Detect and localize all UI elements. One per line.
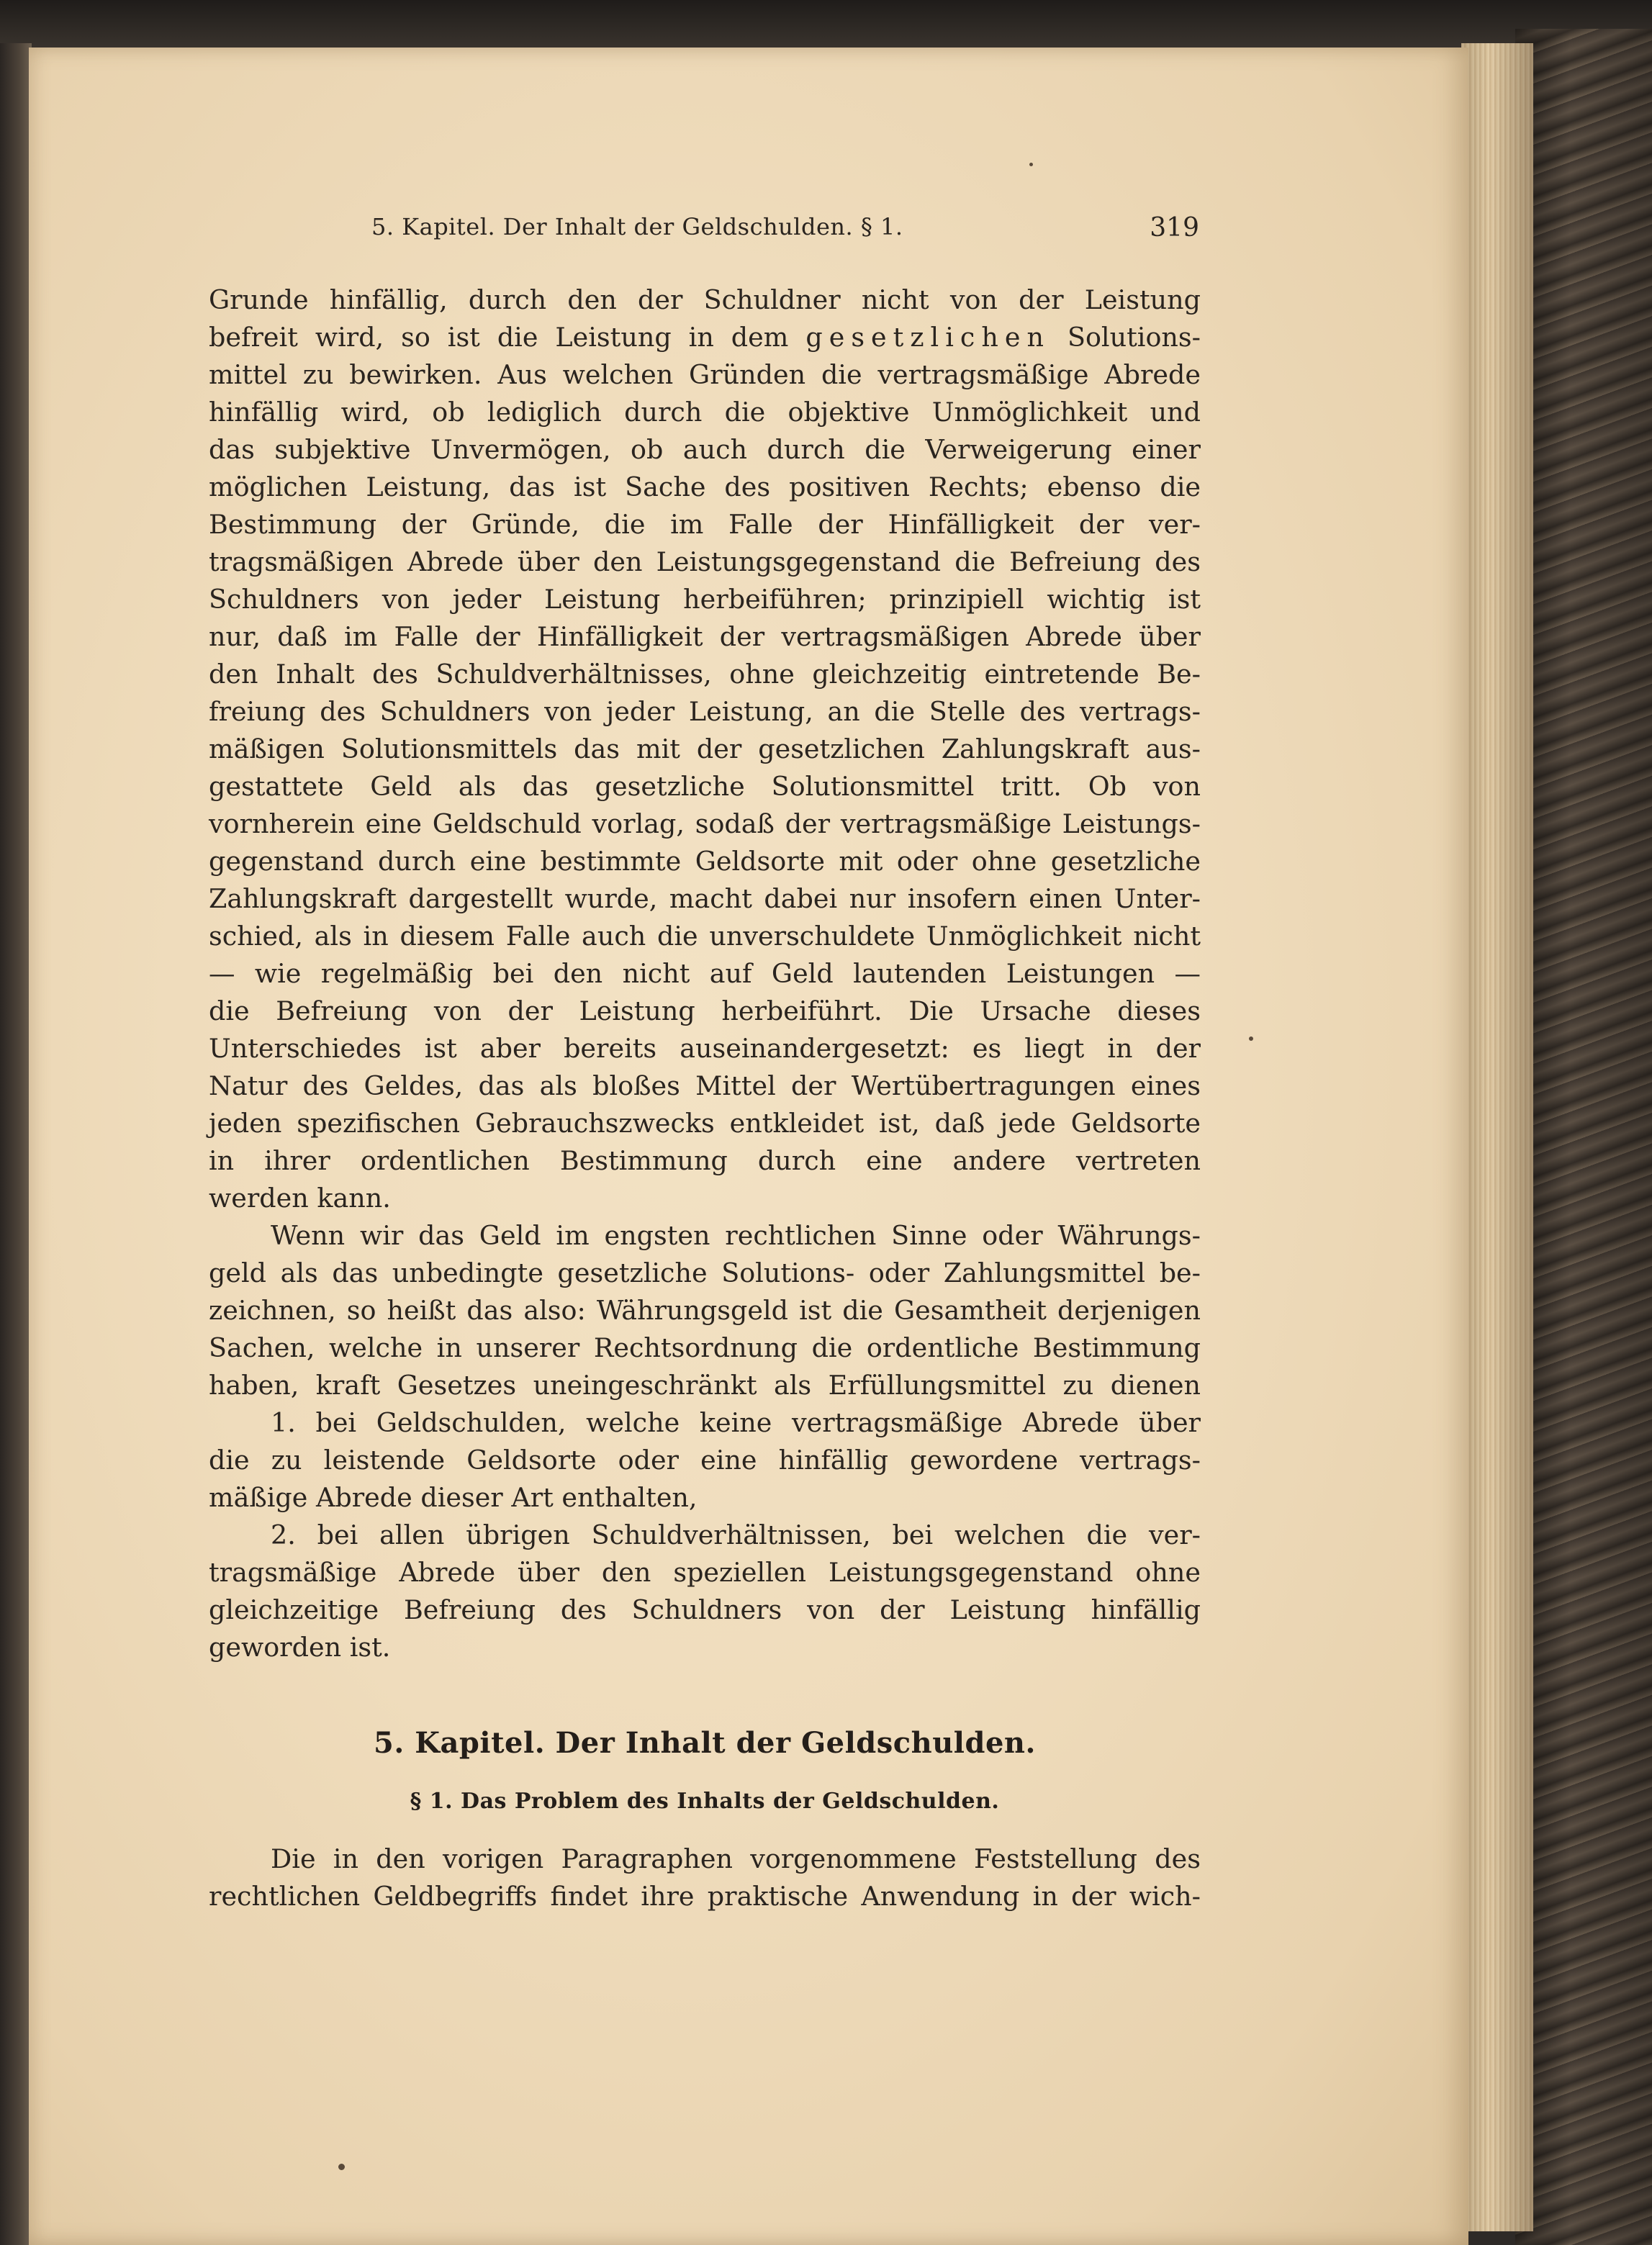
list-item-line: 1. bei Geldschulden, welche keine vertragsmäßige Abrede über bbox=[271, 1407, 1201, 1438]
left-cover-edge bbox=[0, 43, 32, 2245]
section-heading: § 1. Das Problem des Inhalts der Geldschulden. bbox=[410, 1789, 1000, 1814]
body-line: Sachen, welche in unserer Rechtsordnung die ordentliche Bestimmung bbox=[209, 1332, 1201, 1363]
paper-speck bbox=[338, 2164, 345, 2170]
body-line: Zahlungskraft dargestellt wurde, macht dabei nur insofern einen Unter- bbox=[209, 883, 1201, 914]
body-line: mäßigen Solutionsmittels das mit der gesetzlichen Zahlungskraft aus- bbox=[209, 733, 1201, 764]
list-item-line: tragsmäßige Abrede über den speziellen Leistungsgegenstand ohne bbox=[209, 1557, 1201, 1588]
body-line: freiung des Schuldners von jeder Leistung, an die Stelle des vertrags- bbox=[209, 696, 1201, 727]
body-line: Grunde hinfällig, durch den der Schuldner nicht von der Leistung bbox=[209, 284, 1201, 315]
body-line: in ihrer ordentlichen Bestimmung durch eine andere vertreten bbox=[209, 1145, 1201, 1176]
list-item-line: die zu leistende Geldsorte oder eine hinfällig gewordene vertrags- bbox=[209, 1445, 1201, 1476]
body-line: möglichen Leistung, das ist Sache des positiven Rechts; ebenso die bbox=[209, 471, 1201, 502]
body-line: Natur des Geldes, das als bloßes Mittel der Wertübertragungen eines bbox=[209, 1070, 1201, 1101]
cover-shadow bbox=[1515, 29, 1652, 2245]
body-line: werden kann. bbox=[209, 1183, 391, 1214]
body-line: mittel zu bewirken. Aus welchen Gründen die vertragsmäßige Abrede bbox=[209, 359, 1201, 390]
running-head bbox=[371, 213, 1199, 249]
body-line: vornherein eine Geldschuld vorlag, sodaß der vertragsmäßige Leistungs- bbox=[209, 808, 1201, 839]
body-line: gegenstand durch eine bestimmte Geldsorte mit oder ohne gesetzliche bbox=[209, 846, 1201, 877]
body-line: die Befreiung von der Leistung herbeiführt. Die Ursache dieses bbox=[209, 995, 1201, 1026]
body-line: Unterschiedes ist aber bereits auseinandergesetzt: es liegt in der bbox=[209, 1033, 1201, 1064]
list-item-line: 2. bei allen übrigen Schuldverhältnissen, bei welchen die ver- bbox=[271, 1519, 1201, 1550]
body-line: hinfällig wird, ob lediglich durch die objektive Unmöglichkeit und bbox=[209, 397, 1201, 428]
emphasized-word: gesetzlichen bbox=[805, 322, 1050, 353]
list-item-line: geworden ist. bbox=[209, 1632, 391, 1663]
page-edges-shadow bbox=[1461, 43, 1533, 2231]
body-line-text: Solutions- bbox=[1067, 322, 1201, 353]
list-item-line: mäßige Abrede dieser Art enthalten, bbox=[209, 1482, 698, 1513]
chapter-heading: 5. Kapitel. Der Inhalt der Geldschulden. bbox=[374, 1726, 1036, 1760]
paper-speck bbox=[1029, 163, 1033, 166]
body-line: zeichnen, so heißt das also: Währungsgeld ist die Gesamtheit derjenigen bbox=[209, 1295, 1201, 1326]
body-line: Die in den vorigen Paragraphen vorgenommene Feststellung des bbox=[271, 1843, 1201, 1874]
body-line: Wenn wir das Geld im engsten rechtlichen Sinne oder Währungs- bbox=[271, 1220, 1201, 1251]
body-line: tragsmäßigen Abrede über den Leistungsgegenstand die Befreiung des bbox=[209, 546, 1201, 577]
body-line: nur, daß im Falle der Hinfälligkeit der vertragsmäßigen Abrede über bbox=[209, 621, 1201, 652]
body-line: Schuldners von jeder Leistung herbeiführen; prinzipiell wichtig ist bbox=[209, 584, 1201, 615]
page-number: 319 bbox=[1150, 213, 1199, 243]
body-line: geld als das unbedingte gesetzliche Solutions- oder Zahlungsmittel be- bbox=[209, 1257, 1201, 1288]
body-line: — wie regelmäßig bei den nicht auf Geld lautenden Leistungen — bbox=[209, 958, 1201, 989]
body-line: gestattete Geld als das gesetzliche Solutionsmittel tritt. Ob von bbox=[209, 771, 1201, 802]
body-line: den Inhalt des Schuldverhältnisses, ohne gleichzeitig eintretende Be- bbox=[209, 659, 1201, 690]
backdrop bbox=[0, 0, 1652, 50]
body-line: rechtlichen Geldbegriffs findet ihre praktische Anwendung in der wich- bbox=[209, 1881, 1201, 1912]
body-line: jeden spezifischen Gebrauchszwecks entkleidet ist, daß jede Geldsorte bbox=[209, 1108, 1201, 1139]
body-line: haben, kraft Gesetzes uneingeschränkt als Erfüllungsmittel zu dienen bbox=[209, 1370, 1201, 1401]
body-line bbox=[209, 317, 1201, 358]
body-line: Bestimmung der Gründe, die im Falle der Hinfälligkeit der ver- bbox=[209, 509, 1201, 540]
running-head-title: 5. Kapitel. Der Inhalt der Geldschulden. § 1. bbox=[371, 213, 903, 240]
paper-speck bbox=[1249, 1036, 1253, 1041]
body-line: schied, als in diesem Falle auch die unverschuldete Unmöglichkeit nicht bbox=[209, 921, 1201, 952]
body-line-text: befreit wird, so ist die Leistung in dem bbox=[209, 322, 789, 353]
body-line: das subjektive Unvermögen, ob auch durch die Verweigerung einer bbox=[209, 434, 1201, 465]
list-item-line: gleichzeitige Befreiung des Schuldners von der Leistung hinfällig bbox=[209, 1594, 1201, 1625]
